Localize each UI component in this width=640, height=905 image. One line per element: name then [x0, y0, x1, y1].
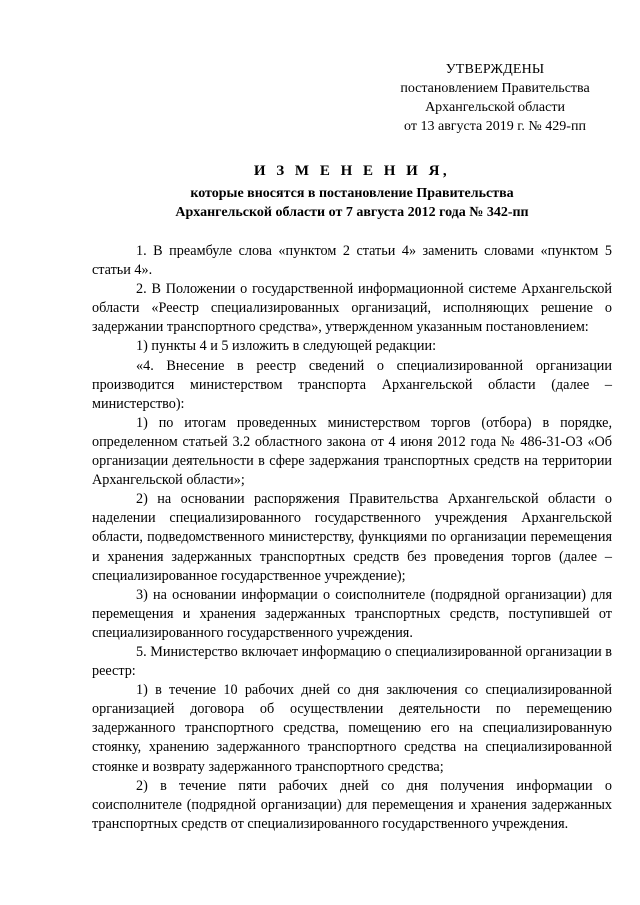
approval-title: УТВЕРЖДЕНЫ — [445, 62, 545, 77]
approval-line-3: от 13 августа 2019 г. № 429-пп — [404, 119, 586, 134]
heading-title: И З М Е Н Е Н И Я, — [253, 163, 451, 179]
paragraph: 5. Министерство включает информацию о специализированной организации в реестр: — [92, 643, 612, 680]
paragraph: 1) по итогам проведенных министерством торгов (отбора) в порядке, определенном статьей 3.2 областного закона от 4 июня 2012 года № 486-31-ОЗ «Об организации деятельности в сфере задержания транспортных средств на территории Архангельской области»; — [92, 414, 612, 489]
document-body — [92, 242, 612, 834]
paragraph: 2. В Положении о государственной информационной системе Архангельской области «Реестр специализированных организаций, исполняющих решение о задержании транспортного средства», утвержденном указанным постановлением: — [92, 281, 612, 336]
approval-line-2: Архангельской области — [425, 100, 565, 115]
paragraph: 1. В преамбуле слова «пунктом 2 статьи 4» заменить словами «пунктом 5 статьи 4». — [92, 243, 612, 279]
paragraph: 1) в течение 10 рабочих дней со дня заключения со специализированной организацией договора об осуществлении деятельности по перемещению задержанного транспортного средства, помещению его на специализированную стоянку, хранению задержанного транспортного средства на специализированной стоянке и возврату задержанного транспортного средства; — [92, 682, 612, 775]
paragraph: 2) на основании распоряжения Правительства Архангельской области о наделении специализированного государственного учреждения Архангельской области, подведомственного министерству, функциями по организации перемещения и хранения задержанных транспортных средств без проведения торгов (далее – специализированное государственное учреждение); — [92, 491, 612, 584]
paragraph: 2) в течение пяти рабочих дней со дня получения информации о соисполнителе (подрядной организации) для перемещения и хранения задержанных транспортных средств от специализированного государственного учреждения. — [92, 777, 612, 832]
heading-line-1: которые вносятся в постановление Правительства — [190, 186, 514, 201]
heading-line-2: Архангельской области от 7 августа 2012 года № 342-пп — [175, 205, 529, 220]
approval-block — [375, 60, 615, 136]
paragraph: 3) на основании информации о соисполнителе (подрядной организации) для перемещения и хранения задержанных транспортных средств, поступившей от специализированного государственного учреждения. — [92, 586, 612, 641]
paragraph: 1) пункты 4 и 5 изложить в следующей редакции: — [136, 338, 437, 355]
paragraph: «4. Внесение в реестр сведений о специализированной организации производится министерством транспорта Архангельской области (далее – министерство): — [92, 357, 612, 412]
document-heading — [92, 162, 612, 222]
approval-line-1: постановлением Правительства — [400, 81, 590, 96]
